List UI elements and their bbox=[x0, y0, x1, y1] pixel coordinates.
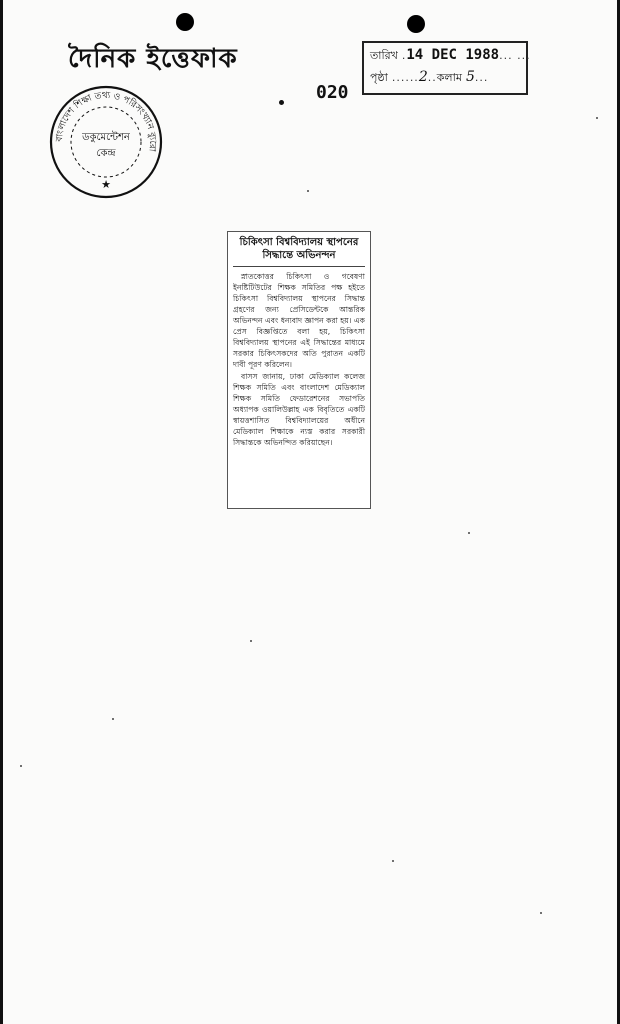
stamp-star-icon: ★ bbox=[101, 178, 111, 191]
ink-dot bbox=[279, 100, 284, 105]
date-row bbox=[370, 47, 531, 69]
stamp-center-line1: ডকুমেন্টেশন bbox=[82, 132, 130, 143]
column-trailing-dots: ... bbox=[474, 71, 489, 84]
page-code: 020 bbox=[316, 82, 349, 103]
date-label: তারিখ bbox=[370, 49, 398, 62]
clipping-body bbox=[233, 271, 365, 448]
newspaper-masthead: দৈনিক ইত্তেফাক bbox=[68, 44, 238, 74]
scan-speck bbox=[307, 190, 309, 192]
scan-speck bbox=[250, 640, 252, 642]
punch-hole-right bbox=[407, 15, 425, 33]
scan-speck bbox=[468, 532, 470, 534]
date-value: 14 DEC 1988 bbox=[406, 47, 500, 63]
scan-speck bbox=[596, 117, 598, 119]
stamp-outer-text: বাংলাদেশ শিক্ষা তথ্য ও পরিসংখ্যান ব্যুরো bbox=[54, 90, 158, 152]
page-value: 2 bbox=[418, 69, 428, 85]
page-dots: ...... bbox=[391, 71, 419, 84]
column-label: কলাম bbox=[436, 71, 462, 84]
scan-speck bbox=[20, 765, 22, 767]
left-page-edge bbox=[0, 0, 3, 1024]
page-label: পৃষ্ঠা bbox=[370, 71, 388, 84]
column-value: 5 bbox=[465, 69, 475, 85]
date-dots: . bbox=[401, 49, 407, 62]
documentation-center-stamp bbox=[48, 84, 164, 200]
punch-hole-left bbox=[176, 13, 194, 31]
stamp-center-line2: কেন্দ্র bbox=[96, 148, 116, 159]
scan-speck bbox=[540, 912, 542, 914]
clipping-headline: চিকিৎসা বিশ্ববিদ্যালয় স্থাপনের সিদ্ধান্তে অভিনন্দন bbox=[233, 236, 365, 267]
column-dots: .. bbox=[427, 71, 437, 84]
page-column-row bbox=[370, 69, 520, 91]
date-page-box bbox=[362, 41, 531, 95]
scan-speck bbox=[392, 860, 394, 862]
scan-speck bbox=[112, 718, 114, 720]
date-trailing-dots: ... ... bbox=[499, 49, 531, 62]
clipping-paragraph: বাসস জানায়, ঢাকা মেডিক্যাল কলেজ শিক্ষক সমিতি এবং বাংলাদেশ মেডিক্যাল শিক্ষক সমিতি ফেডারেশনের সভাপতি অধ্যাপক ওয়ালিউল্লাহ এক বিবৃতিতে একটি স্বায়ত্তশাসিত বিশ্ববিদ্যালয়ের অধীনে মেডিক্যাল শিক্ষাকে ন্যস্ত করার সরকারী সিদ্ধান্তকে অভিনন্দিত করিয়াছেন। bbox=[233, 372, 365, 447]
newspaper-clipping bbox=[227, 231, 371, 509]
clipping-paragraph: স্নাতকোত্তর চিকিৎসা ও গবেষণা ইনষ্টিটিউটের শিক্ষক সমিতির পক্ষ হইতে চিকিৎসা বিশ্ববিদ্যালয় স্থাপনের সিদ্ধান্ত গ্রহণের জন্য প্রেসিডেন্টকে আন্তরিক অভিনন্দন এবং ধন্যবাদ জ্ঞাপন করা হয়। এক প্রেস বিজ্ঞপ্তিতে বলা হয়, চিকিৎসা বিশ্ববিদ্যালয় স্থাপনের এই সিদ্ধান্তের মাধ্যমে সরকার চিকিৎসকদের অতি পুরাতন একটি দাবী পূরণ করিলেন। bbox=[233, 272, 365, 369]
